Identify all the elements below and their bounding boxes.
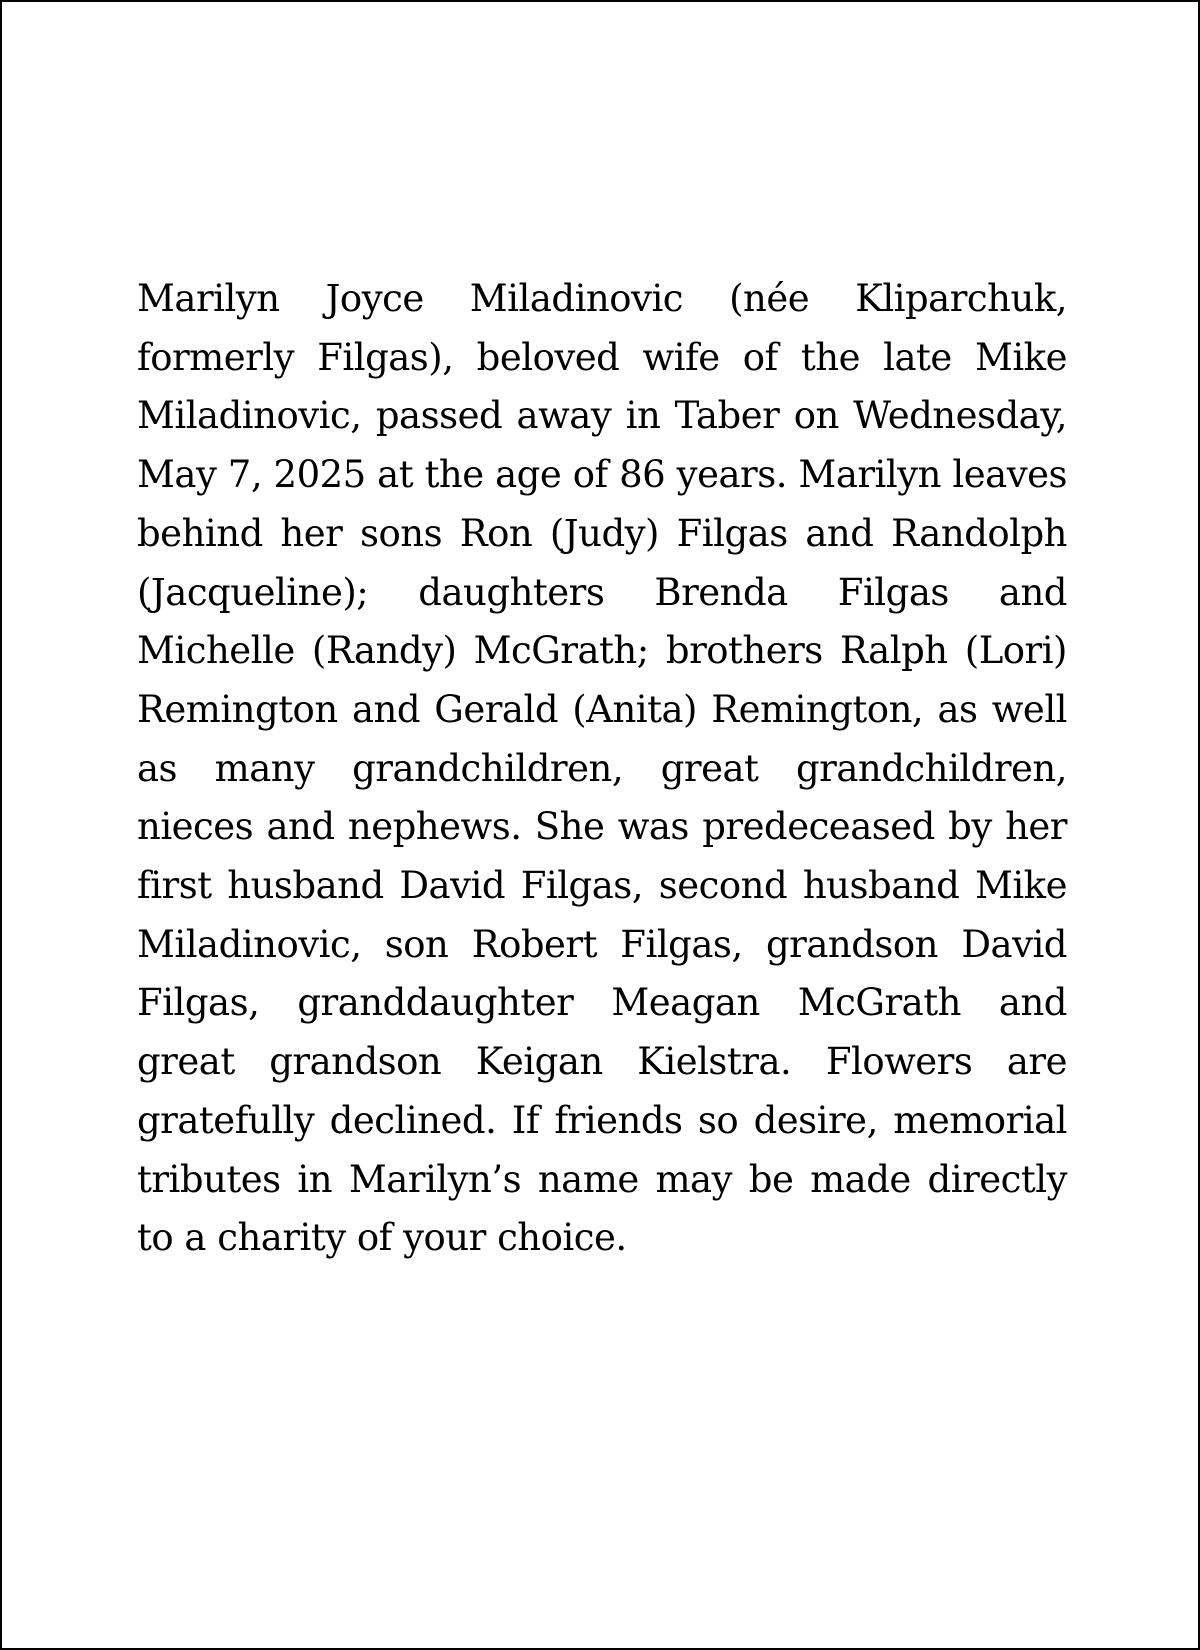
obituary-text: Marilyn Joyce Miladinovic (née Kliparchuk, formerly Filgas), beloved wife of the late Mike Miladinovic, passed away in Taber on Wednesday, May 7, 2025 at the age of 86 years. Marilyn leaves behind her sons Ron (Judy) Filgas and Randolph (Jacqueline); daughters Brenda Filgas and Michelle (Randy) McGrath; brothers Ralph (Lori) Remington and Gerald (Anita) Remington, as well as many grandchildren, great grandchildren, nieces and nephews. She was predeceased by her first husband David Filgas, second husband Mike Miladinovic, son Robert Filgas, grandson David Filgas, granddaughter Meagan McGrath and great grandson Keigan Kielstra. Flowers are gratefully declined. If friends so desire, memorial tributes in Marilyn’s name may be made directly to a charity of your choice. (137, 277, 1067, 1260)
